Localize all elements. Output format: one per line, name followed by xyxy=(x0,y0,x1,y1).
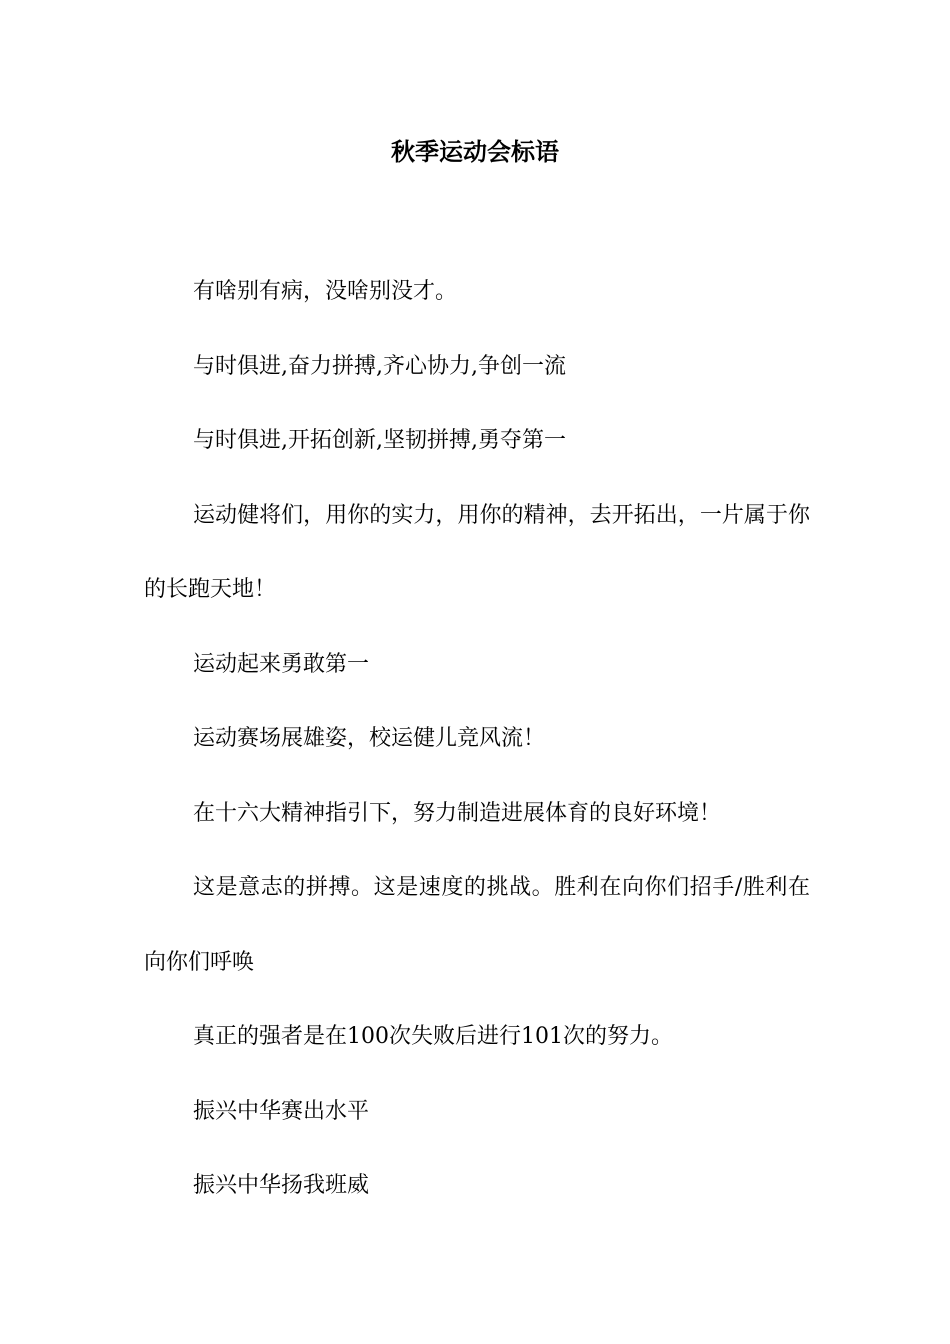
paragraph: 振兴中华赛出水平 xyxy=(193,1098,370,1124)
document-body xyxy=(144,255,810,1224)
paragraph: 运动起来勇敢第一 xyxy=(193,651,370,677)
paragraph: 在十六大精神指引下，努力制造进展体育的良好环境！ xyxy=(193,800,722,826)
paragraph: 真正的强者是在100次失败后进行101次的努力。 xyxy=(193,1024,673,1049)
paragraph: 这是意志的拼搏。这是速度的挑战。胜利在向你们招手/胜利在向你们呼唤 xyxy=(144,875,810,975)
document-title: 秋季运动会标语 xyxy=(391,137,559,166)
paragraph: 振兴中华扬我班威 xyxy=(193,1173,370,1198)
paragraph: 运动健将们，用你的实力，用你的精神，去开拓出，一片属于你的长跑天地！ xyxy=(144,502,810,602)
paragraph: 与时俱进,开拓创新,坚韧拼搏,勇夺第一 xyxy=(193,428,566,453)
paragraph: 与时俱进,奋力拼搏,齐心协力,争创一流 xyxy=(193,353,566,379)
paragraph: 有啥别有病，没啥别没才。 xyxy=(193,279,458,304)
paragraph: 运动赛场展雄姿，校运健儿竞风流！ xyxy=(193,726,546,751)
